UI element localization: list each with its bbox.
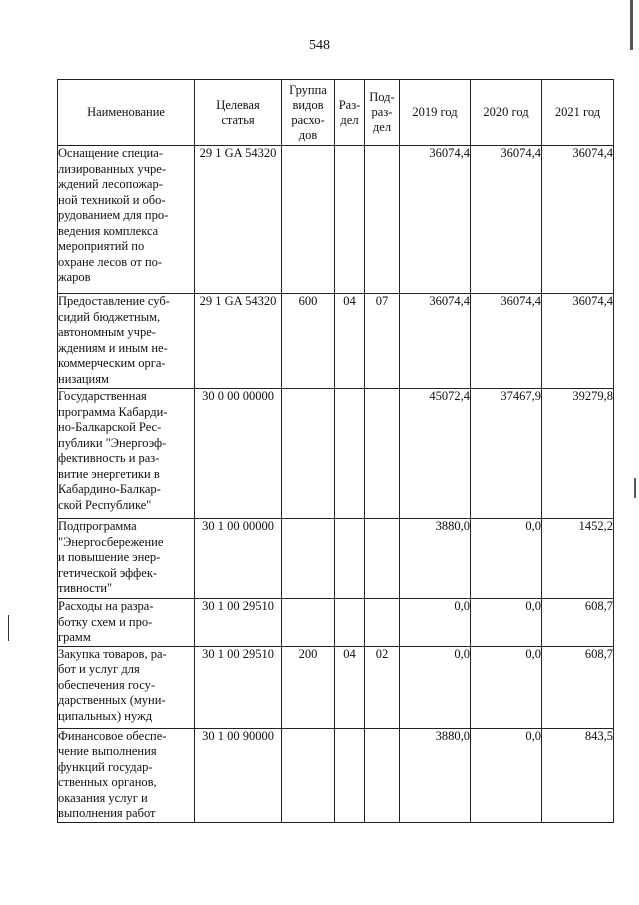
cell-name-line: лизированных учре-	[58, 161, 166, 176]
cell-name-line: но-Балкарской Рес-	[58, 420, 162, 434]
cell-name-line: ведения комплекса	[58, 223, 159, 238]
table-row	[58, 728, 614, 822]
cell-section: 04	[335, 294, 365, 389]
cell-name-line: ской Республике"	[58, 497, 152, 512]
cell-name	[58, 146, 195, 294]
cell-subsection	[365, 728, 400, 822]
cell-name-line: бот и услуг для	[58, 662, 140, 676]
page-number: 548	[309, 38, 330, 53]
cell-2019: 36074,4	[400, 294, 471, 389]
header-section: Раз- дел	[335, 80, 365, 146]
cell-target: 30 1 00 29510	[195, 646, 282, 728]
cell-2019: 0,0	[400, 646, 471, 728]
header-2021: 2021 год	[542, 80, 614, 146]
cell-name-line: Закупка товаров, ра-	[58, 646, 167, 661]
cell-group	[282, 389, 335, 519]
cell-name-line: дарственных (муни-	[58, 693, 166, 707]
cell-2019: 3880,0	[400, 728, 471, 822]
cell-name	[58, 294, 195, 389]
cell-name-line: коммерческим орга-	[58, 356, 166, 370]
cell-name-line: сидий бюджетным,	[58, 309, 161, 324]
cell-group	[282, 728, 335, 822]
cell-2021: 1452,2	[542, 519, 614, 599]
cell-2020: 0,0	[471, 599, 542, 647]
cell-2021: 39279,8	[542, 389, 614, 519]
cell-target: 30 0 00 00000	[195, 389, 282, 519]
cell-name-line: Государственная	[58, 389, 147, 403]
cell-name-line: фективность и раз-	[58, 451, 160, 465]
cell-2020: 0,0	[471, 519, 542, 599]
header-name: Наименование	[58, 80, 195, 146]
cell-name-line: публики "Энергоэф-	[58, 435, 167, 450]
header-subsection: Под- раз- дел	[365, 80, 400, 146]
cell-target: 30 1 00 90000	[195, 728, 282, 822]
header-2020: 2020 год	[471, 80, 542, 146]
cell-name-line: ждениям и иным не-	[58, 340, 168, 355]
cell-name-line: Кабардино-Балкар-	[58, 482, 161, 496]
header-2019: 2019 год	[400, 80, 471, 146]
budget-table	[57, 79, 614, 823]
cell-name-line: тивности"	[58, 581, 113, 595]
cell-group: 200	[282, 646, 335, 728]
cell-2021: 608,7	[542, 599, 614, 647]
cell-section	[335, 599, 365, 647]
cell-name-line: чение выполнения	[58, 744, 157, 758]
cell-2021: 36074,4	[542, 146, 614, 294]
cell-name-line: низациям	[58, 371, 109, 386]
cell-name-line: мероприятий по	[58, 239, 145, 253]
cell-name-line: Предоставление суб-	[58, 294, 170, 308]
cell-2020: 36074,4	[471, 146, 542, 294]
cell-2021: 843,5	[542, 728, 614, 822]
cell-section	[335, 519, 365, 599]
header-group: Группа видов расхо- дов	[282, 80, 335, 146]
cell-name-line: и повышение энер-	[58, 550, 161, 564]
cell-2020: 0,0	[471, 646, 542, 728]
cell-name-line: жаров	[58, 270, 91, 284]
cell-2020: 36074,4	[471, 294, 542, 389]
cell-2019: 3880,0	[400, 519, 471, 599]
cell-section	[335, 146, 365, 294]
cell-name-line: функций государ-	[58, 759, 153, 774]
cell-name	[58, 728, 195, 822]
cell-target: 30 1 00 00000	[195, 519, 282, 599]
cell-name-line: грамм	[58, 630, 91, 644]
header-target: Целевая статья	[195, 80, 282, 146]
cell-2020: 0,0	[471, 728, 542, 822]
cell-subsection: 07	[365, 294, 400, 389]
header-row	[58, 80, 614, 146]
cell-subsection	[365, 599, 400, 647]
cell-name-line: обеспечения госу-	[58, 677, 156, 692]
cell-group: 600	[282, 294, 335, 389]
cell-name-line: программа Кабарди-	[58, 404, 168, 419]
table-row	[58, 646, 614, 728]
cell-name-line: ной техникой и обо-	[58, 192, 166, 207]
cell-name-line: ципальных) нужд	[58, 708, 153, 723]
table-row	[58, 146, 614, 294]
cell-2019: 0,0	[400, 599, 471, 647]
cell-name-line: гетической эффек-	[58, 565, 158, 580]
cell-section	[335, 389, 365, 519]
table-row	[58, 599, 614, 647]
cell-name-line: Расходы на разра-	[58, 599, 154, 613]
cell-subsection	[365, 389, 400, 519]
cell-name	[58, 519, 195, 599]
cell-name-line: автономным учре-	[58, 325, 156, 339]
cell-name-line: Оснащение специа-	[58, 146, 163, 160]
cell-name-line: выполнения работ	[58, 806, 156, 820]
cell-subsection	[365, 519, 400, 599]
cell-name-line: витие энергетики в	[58, 466, 160, 481]
cell-name-line: ждений лесопожар-	[58, 177, 163, 191]
table-row	[58, 294, 614, 389]
cell-name-line: Подпрограмма	[58, 519, 137, 533]
cell-2020: 37467,9	[471, 389, 542, 519]
cell-section: 04	[335, 646, 365, 728]
table-row	[58, 519, 614, 599]
cell-group	[282, 599, 335, 647]
cell-name	[58, 389, 195, 519]
cell-section	[335, 728, 365, 822]
scan-edge-artifact	[630, 0, 633, 50]
cell-name	[58, 599, 195, 647]
cell-2021: 608,7	[542, 646, 614, 728]
scan-artifact	[8, 615, 9, 641]
cell-2019: 45072,4	[400, 389, 471, 519]
cell-group	[282, 146, 335, 294]
cell-name-line: охране лесов от по-	[58, 254, 163, 269]
cell-name-line: ботку схем и про-	[58, 614, 153, 629]
cell-subsection	[365, 146, 400, 294]
cell-target: 30 1 00 29510	[195, 599, 282, 647]
cell-target: 29 1 GA 54320	[195, 294, 282, 389]
cell-name-line: "Энергосбережение	[58, 534, 164, 549]
cell-name-line: оказания услуг и	[58, 790, 148, 805]
cell-name	[58, 646, 195, 728]
cell-2019: 36074,4	[400, 146, 471, 294]
table-row	[58, 389, 614, 519]
cell-target: 29 1 GA 54320	[195, 146, 282, 294]
cell-name-line: рудованием для про-	[58, 208, 169, 222]
scan-edge-artifact	[634, 478, 636, 498]
cell-subsection: 02	[365, 646, 400, 728]
cell-name-line: ственных органов,	[58, 775, 157, 789]
cell-name-line: Финансовое обеспе-	[58, 728, 167, 743]
cell-2021: 36074,4	[542, 294, 614, 389]
cell-group	[282, 519, 335, 599]
